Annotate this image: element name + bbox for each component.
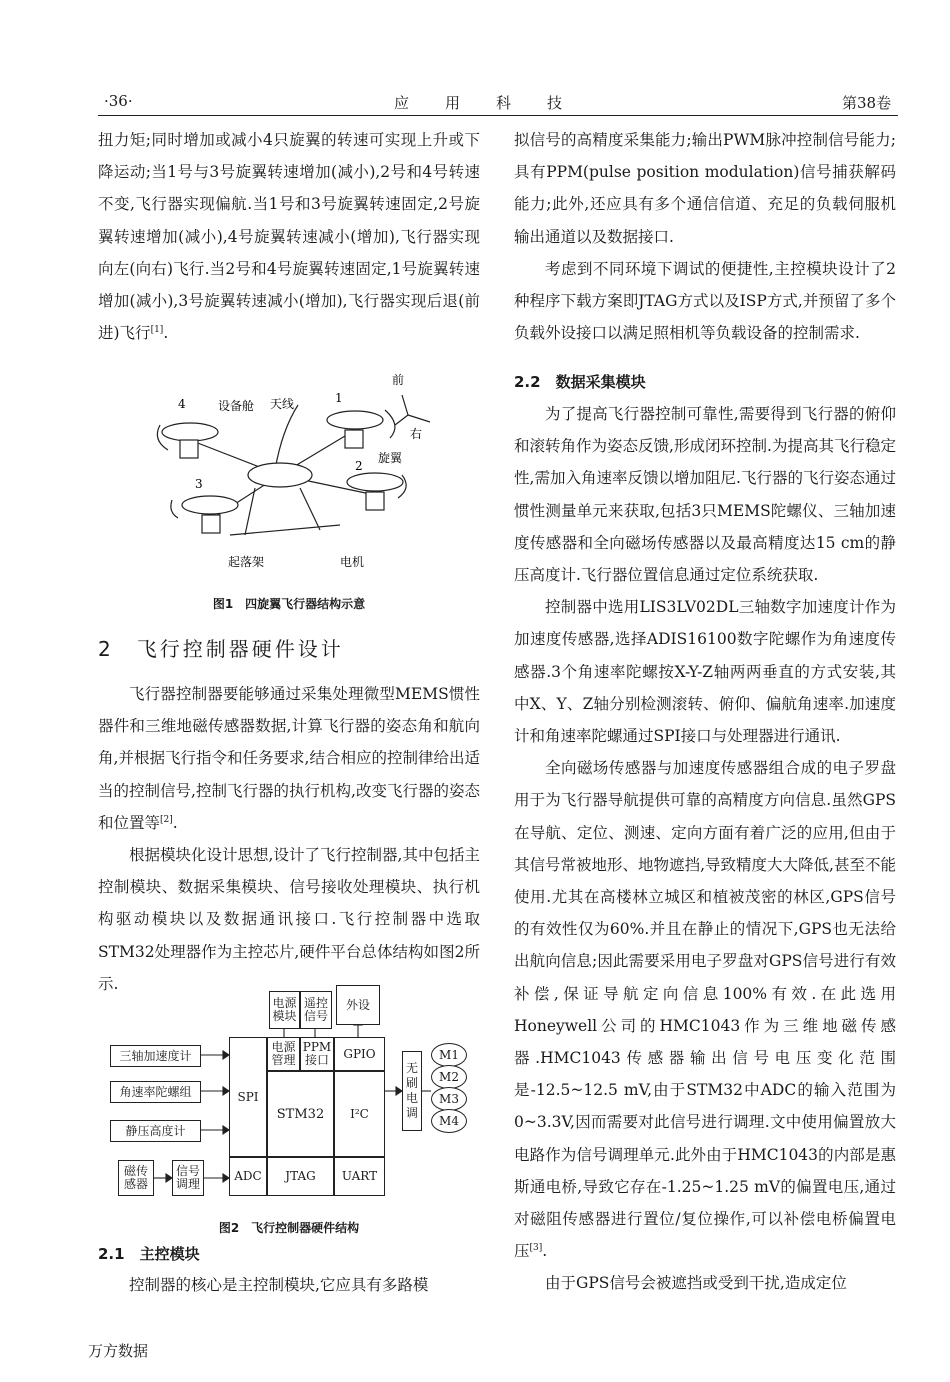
paragraph: 由于GPS信号会被遮挡或受到干扰,造成定位 — [545, 1274, 847, 1293]
volume-label: 第38卷 — [842, 94, 892, 112]
altimeter-box: 静压高度计 — [110, 1120, 201, 1142]
motor-m4: M4 — [431, 1109, 467, 1133]
motor-m2: M2 — [431, 1065, 467, 1089]
stm32-box: STM32 — [267, 1071, 334, 1157]
rotor-label-2: 2 — [355, 459, 363, 473]
watermark: 万方数据 — [88, 1342, 149, 1360]
rotor-label-1: 1 — [335, 391, 343, 405]
paragraph: 为了提高飞行器控制可靠性,需要得到飞行器的俯仰和滚转角作为姿态反馈,形成闭环控制.为提高其飞行稳定性,需加入角速率反馈以增加阻尼.飞行器的飞行姿态通过惯性测量单元来获取,包括3只MEMS陀螺仪、三轴加速度传感器和全向磁场传感器以及最高精度达15 cm的静压高度计.飞行器位置信息通过定位系统获取. — [514, 405, 896, 585]
citation[interactable]: [2] — [160, 814, 173, 825]
figure-2-caption: 图2 飞行控制器硬件结构 — [218, 1221, 360, 1235]
motor-m3: M3 — [431, 1087, 467, 1111]
esc-box: 无刷电调 — [402, 1051, 422, 1131]
paragraph: 飞行器控制器要能够通过采集处理微型MEMS惯性器件和三维地磁传感器数据,计算飞行器的姿态角和航向角,并根据飞行指令和任务要求,结合相应的控制律给出适当的控制信号,控制飞行器的执行机构,改变飞行器的姿态和位置等[2]. — [98, 685, 480, 832]
right-col-top — [514, 124, 896, 349]
citation[interactable]: [3] — [529, 1243, 543, 1254]
power-mgmt-box: 电源管理 — [267, 1037, 300, 1071]
jtag-box: JTAG — [267, 1157, 334, 1196]
motor-m1: M1 — [431, 1043, 467, 1067]
adc-box: ADC — [229, 1157, 267, 1196]
i2c-box: I²C — [334, 1071, 385, 1157]
rotor-text-label: 旋翼 — [378, 451, 403, 465]
hardware-diagram — [110, 985, 475, 1200]
page-number: ·36· — [104, 92, 133, 110]
mag-sensor-box: 磁传感器 — [118, 1160, 154, 1196]
signal-cond-box: 信号调理 — [172, 1160, 204, 1196]
right-col-body — [514, 398, 896, 1300]
left-col-top — [98, 124, 480, 349]
landing-gear-label: 起落架 — [228, 555, 265, 569]
peripheral-box: 外设 — [336, 985, 380, 1025]
gpio-box: GPIO — [334, 1037, 385, 1071]
cabin-label: 设备舱 — [218, 399, 255, 413]
citation[interactable]: [1] — [150, 325, 164, 336]
section-heading: 2 飞行控制器硬件设计 — [98, 637, 344, 661]
rotor-label-4: 4 — [178, 397, 186, 411]
subsection-heading: 2.2 数据采集模块 — [514, 373, 646, 391]
rc-signal-box: 遥控信号 — [300, 991, 332, 1029]
paragraph: 根据模块化设计思想,设计了飞行控制器,其中包括主控制模块、数据采集模块、信号接收处理模块、执行机构驱动模块以及数据通讯接口.飞行控制器中选取STM32处理器作为主控芯片,硬件平台总体结构如图2所示. — [98, 846, 480, 993]
left-col-mid — [98, 678, 480, 1000]
left-col-bottom — [98, 1269, 480, 1301]
rotor-label-3: 3 — [195, 477, 203, 491]
paragraph: 扭力矩;同时增加或减小4只旋翼的转速可实现上升或下降运动;当1号与3号旋翼转速增加(减小),2号和4号转速不变,飞行器实现偏航.当1号和3号旋翼转速固定,2号旋翼转速增加(减小),4号旋翼转速减小(增加),飞行器实现向左(向右)飞行.当2号和4号旋翼转速固定,1号旋翼转速增加(减小),3号旋翼转速减小(增加),飞行器实现后退(前进)飞行[1]. — [98, 131, 480, 343]
motor-label: 电机 — [340, 555, 365, 569]
subsection-heading: 2.1 主控模块 — [98, 1245, 200, 1263]
header-rule — [98, 115, 898, 116]
paragraph: 全向磁场传感器与加速度传感器组合成的电子罗盘用于为飞行器导航提供可靠的高精度方向信息.虽然GPS在导航、定位、测速、定向方面有着广泛的应用,但由于其信号常被地形、地物遮挡,导致精度大大降低,甚至不能使用.尤其在高楼林立城区和植被茂密的林区,GPS信号的有效性仅为60%.并且在静止的情况下,GPS也无法给出航向信息;因此需要采用电子罗盘对GPS信号进行有效补偿,保证导航定向信息100%有效.在此选用Honeywell公司的HMC1043作为三维地磁传感器.HMC1043传感器输出信号电压变化范围是-12.5~12.5 mV,由于STM32中ADC的输入范围为0~3.3V,因而需要对此信号进行调理.文中使用偏置放大电路作为信号调理单元.此外由于HMC1043的内部是惠斯通电桥,导致它存在-1.25~1.25 mV的偏置电压,通过对磁阻传感器进行置位/复位操作,可以补偿电桥偏置电压[3]. — [514, 759, 896, 1261]
quadrotor-figure — [140, 370, 440, 580]
accelerometer-box: 三轴加速度计 — [110, 1045, 201, 1067]
paragraph: 拟信号的高精度采集能力;输出PWM脉冲控制信号能力;具有PPM(pulse position modulation)信号捕获解码能力;此外,还应具有多个通信信道、充足的负载伺服机输出通道以及数据接口. — [514, 131, 896, 246]
journal-title: 应 用 科 技 — [394, 94, 565, 112]
power-module-box: 电源模块 — [269, 991, 300, 1029]
paragraph: 考虑到不同环境下调试的便捷性,主控模块设计了2种程序下载方案即JTAG方式以及ISP方式,并预留了多个负载外设接口以满足照相机等负载设备的控制需求. — [514, 259, 896, 343]
paragraph: 控制器的核心是主控制模块,它应具有多路模 — [129, 1276, 429, 1294]
gyro-box: 角速率陀螺组 — [110, 1081, 201, 1103]
right-label: 右 — [410, 427, 423, 441]
figure-1-caption: 图1 四旋翼飞行器结构示意 — [212, 597, 366, 611]
uart-box: UART — [334, 1157, 385, 1196]
antenna-label: 天线 — [270, 397, 295, 411]
front-label: 前 — [392, 373, 405, 387]
spi-box: SPI — [229, 1037, 267, 1157]
paragraph: 控制器中选用LIS3LV02DL三轴数字加速度计作为加速度传感器,选择ADIS16100数字陀螺作为角速度传感器.3个角速率陀螺按X-Y-Z轴两两垂直的方式安装,其中X、Y、Z轴分别检测滚转、俯仰、偏航角速率.加速度计和角速率陀螺通过SPI接口与处理器进行通讯. — [514, 598, 896, 746]
ppm-box: PPM接口 — [300, 1037, 334, 1071]
